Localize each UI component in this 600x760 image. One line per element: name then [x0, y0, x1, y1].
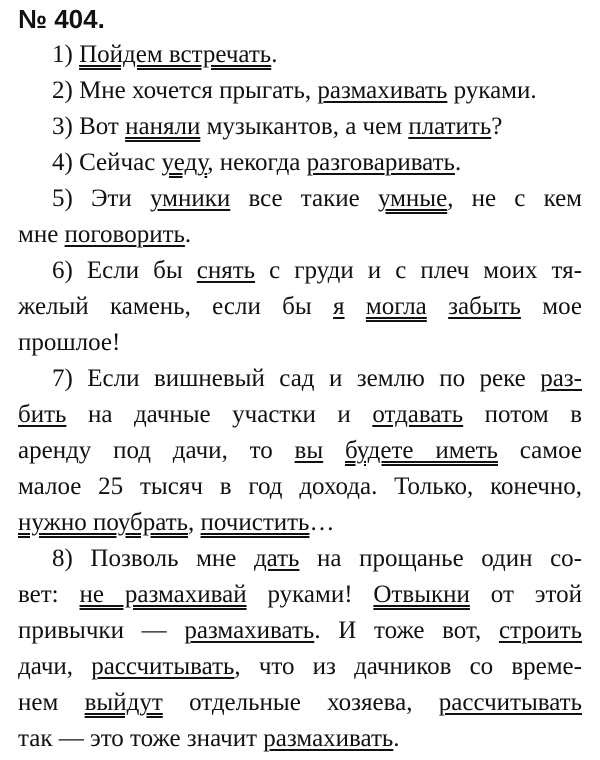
- text-segment: 4) Сейчас: [52, 149, 162, 176]
- text-segment: вет:: [18, 581, 80, 608]
- underlined-word: забыть: [448, 293, 521, 320]
- text-line: [18, 328, 582, 358]
- text-segment: так — это тоже значит: [18, 725, 264, 752]
- text-segment: желый камень, если бы: [18, 293, 334, 320]
- underlined-word: строить: [498, 617, 582, 644]
- text-segment: нем: [18, 689, 85, 716]
- underlined-word: разговаривать: [306, 149, 455, 176]
- text-line: [18, 652, 582, 682]
- text-segment: прошлое!: [18, 329, 121, 356]
- text-line: [52, 544, 582, 574]
- text-segment: ,: [188, 509, 201, 536]
- underlined-word: платить: [408, 113, 492, 140]
- text-line: [52, 148, 582, 178]
- text-segment: с груди и с плеч моих тя-: [255, 257, 582, 284]
- underlined-word: размахивать: [184, 617, 315, 644]
- text-segment: 7) Если вишневый сад и землю по реке: [52, 365, 541, 392]
- text-segment: на дачные участки и: [66, 401, 373, 428]
- underlined-word: я: [333, 293, 345, 320]
- text-segment: мое: [520, 293, 583, 320]
- text-segment: отдельные хозяева,: [162, 689, 439, 716]
- exercise-number: № 404.: [18, 4, 105, 34]
- text-segment: [427, 293, 448, 320]
- text-segment: руками.: [447, 77, 537, 104]
- text-line: [52, 76, 582, 106]
- double-underlined-word: нужно поубрать: [18, 509, 189, 536]
- text-segment: музыкантов, а чем: [200, 113, 409, 140]
- text-segment: .: [184, 221, 192, 248]
- text-segment: .: [454, 149, 462, 176]
- text-segment: привычки —: [18, 617, 185, 644]
- double-underlined-word: могла: [365, 293, 427, 320]
- underlined-word: раз-: [540, 365, 582, 392]
- text-line: [52, 40, 582, 70]
- double-underlined-word: не размахивай: [79, 581, 247, 608]
- text-segment: …: [309, 509, 335, 536]
- text-line: [18, 580, 582, 610]
- text-line: [18, 436, 582, 466]
- underlined-word: размахивать: [317, 77, 448, 104]
- underlined-word: размахивать: [263, 725, 394, 752]
- text-segment: на прощанье один со-: [299, 545, 582, 572]
- text-line: [18, 400, 582, 430]
- underlined-word: дать: [253, 545, 300, 572]
- text-line: [52, 112, 582, 142]
- double-underlined-word: Отвыкни: [373, 581, 470, 608]
- text-line: [18, 220, 582, 250]
- text-segment: ?: [491, 113, 503, 140]
- text-segment: от этой: [469, 581, 582, 608]
- underlined-word: поговорить: [64, 221, 185, 248]
- text-segment: 5) Эти: [52, 185, 150, 212]
- text-segment: дачи,: [18, 653, 92, 680]
- underlined-word: рассчитывать: [91, 653, 235, 680]
- text-segment: руками!: [246, 581, 374, 608]
- double-underlined-word: выйдут: [84, 689, 163, 716]
- text-segment: [345, 293, 366, 320]
- double-underlined-word: Пойдем встречать: [79, 41, 272, 68]
- text-segment: .: [271, 41, 278, 68]
- underlined-word: рассчитывать: [438, 689, 582, 716]
- double-underlined-word: умные: [377, 185, 448, 212]
- text-line: [18, 508, 582, 538]
- underlined-word: отдавать: [372, 401, 464, 428]
- double-underlined-word: уеду: [161, 149, 208, 176]
- text-segment: [323, 437, 345, 464]
- text-segment: , не с кем: [447, 185, 583, 212]
- text-line: [52, 364, 582, 394]
- double-underlined-word: почистить: [200, 509, 310, 536]
- underlined-word: снять: [196, 257, 256, 284]
- text-segment: 6) Если бы: [52, 257, 197, 284]
- text-segment: 2) Мне хочется прыгать,: [52, 77, 318, 104]
- text-segment: 8) Позволь мне: [52, 545, 254, 572]
- underlined-word: бить: [18, 401, 67, 428]
- double-underlined-word: будете иметь: [344, 437, 498, 464]
- text-segment: , некогда: [207, 149, 307, 176]
- text-segment: 1): [52, 41, 80, 68]
- text-line: [52, 256, 582, 286]
- text-line: [18, 472, 582, 502]
- text-segment: мне: [18, 221, 65, 248]
- text-segment: . И тоже вот,: [314, 617, 499, 644]
- text-segment: все такие: [230, 185, 378, 212]
- text-segment: 3) Вот: [52, 113, 126, 140]
- text-segment: .: [393, 725, 400, 752]
- text-segment: потом в: [463, 401, 583, 428]
- text-segment: малое 25 тысяч в год дохода. Только, конечно,: [18, 473, 582, 500]
- double-underlined-word: наняли: [125, 113, 201, 140]
- underlined-word: умники: [150, 185, 231, 212]
- underlined-word: вы: [294, 437, 324, 464]
- text-line: [18, 688, 582, 718]
- text-line: [52, 184, 582, 214]
- text-line: [18, 616, 582, 646]
- text-line: [18, 292, 582, 322]
- text-segment: , что из дачников со време-: [234, 653, 582, 680]
- text-segment: самое: [497, 437, 582, 464]
- text-segment: аренду под дачи, то: [18, 437, 295, 464]
- text-line: [18, 724, 582, 754]
